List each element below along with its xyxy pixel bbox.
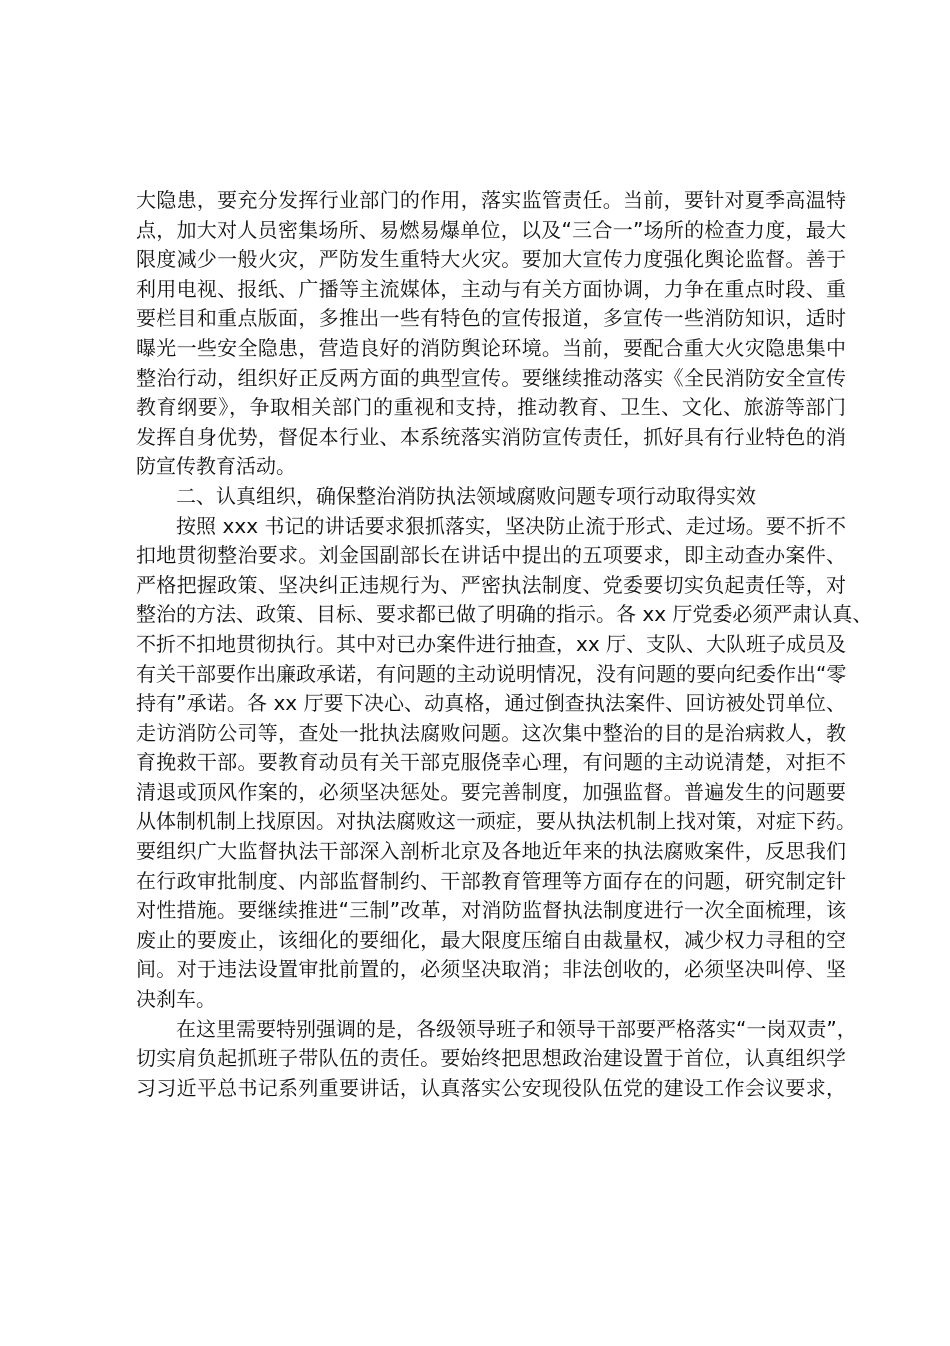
text-line: 育挽救干部。要教育动员有关干部克服侥幸心理，有问题的主动说清楚，对拒不	[136, 750, 846, 775]
text-line: 决刹车。	[136, 987, 216, 1012]
text-line: 整治的方法、政策、目标、要求都已做了明确的指示。各 xx 厅党委必须严肃认真、	[136, 602, 873, 627]
text-line: 对性措施。要继续推进“三制”改革，对消防监督执法制度进行一次全面梳理，该	[136, 898, 846, 923]
text-line: 清退或顶风作案的，必须坚决惩处。要完善制度，加强监督。普遍发生的问题要	[136, 779, 846, 804]
text-line: 整治行动，组织好正反两方面的典型宣传。要继续推动落实《全民消防安全宣传	[136, 365, 846, 390]
text-line: 间。对于违法设置审批前置的，必须坚决取消；非法创收的，必须坚决叫停、坚	[136, 957, 846, 982]
text-line: 扣地贯彻整治要求。刘金国副部长在讲话中提出的五项要求，即主动查办案件、	[136, 543, 846, 568]
document-body	[136, 186, 873, 1103]
text-line: 大隐患，要充分发挥行业部门的作用，落实监管责任。当前，要针对夏季高温特	[136, 188, 846, 212]
text-line: 持有”承诺。各 xx 厅要下决心、动真格，通过倒查执法案件、回访被处罚单位、	[136, 691, 846, 716]
text-line: 点，加大对人员密集场所、易燃易爆单位，以及“三合一”场所的检查力度，最大	[136, 217, 846, 242]
text-line: 要组织广大监督执法干部深入剖析北京及各地近年来的执法腐败案件，反思我们	[136, 839, 846, 864]
text-line: 从体制机制上找原因。对执法腐败这一顽症，要从执法机制上找对策，对症下药。	[136, 809, 856, 834]
text-line: 走访消防公司等，查处一批执法腐败问题。这次集中整治的目的是治病救人，教	[136, 720, 846, 745]
text-line: 不折不扣地贯彻执行。其中对已办案件进行抽查，xx 厅、支队、大队班子成员及	[136, 631, 847, 656]
text-line: 习习近平总书记系列重要讲话，认真落实公安现役队伍党的建设工作会议要求，	[136, 1075, 846, 1100]
text-line: 防宣传教育活动。	[136, 454, 296, 479]
text-line: 有关干部要作出廉政承诺，有问题的主动说明情况，没有问题的要向纪委作出“零	[136, 661, 847, 686]
text-line: 限度减少一般火灾，严防发生重特大火灾。要加大宣传力度强化舆论监督。善于	[136, 247, 846, 272]
text-line: 利用电视、报纸、广播等主流媒体，主动与有关方面协调，力争在重点时段、重	[136, 276, 846, 301]
text-line: 要栏目和重点版面，多推出一些有特色的宣传报道，多宣传一些消防知识，适时	[136, 306, 846, 331]
text-line: 在这里需要特别强调的是，各级领导班子和领导干部要严格落实“一岗双责”，	[176, 1016, 857, 1041]
text-line: 发挥自身优势，督促本行业、本系统落实消防宣传责任，抓好具有行业特色的消	[136, 424, 846, 449]
text-line: 严格把握政策、坚决纠正违规行为、严密执法制度、党委要切实负起责任等，对	[136, 572, 846, 597]
text-line: 切实肩负起抓班子带队伍的责任。要始终把思想政治建设置于首位，认真组织学	[136, 1046, 846, 1071]
section-heading: 二、认真组织，确保整治消防执法领域腐败问题专项行动取得实效	[176, 483, 756, 508]
text-line: 曝光一些安全隐患，营造良好的消防舆论环境。当前，要配合重大火灾隐患集中	[136, 335, 846, 360]
text-line: 按照 xxx 书记的讲话要求狠抓落实，坚决防止流于形式、走过场。要不折不	[176, 513, 846, 538]
text-line: 教育纲要》，争取相关部门的重视和支持，推动教育、卫生、文化、旅游等部门	[136, 395, 846, 420]
text-line: 在行政审批制度、内部监督制约、干部教育管理等方面存在的问题，研究制定针	[136, 868, 846, 893]
text-line: 废止的要废止，该细化的要细化，最大限度压缩自由裁量权，减少权力寻租的空	[136, 927, 846, 952]
